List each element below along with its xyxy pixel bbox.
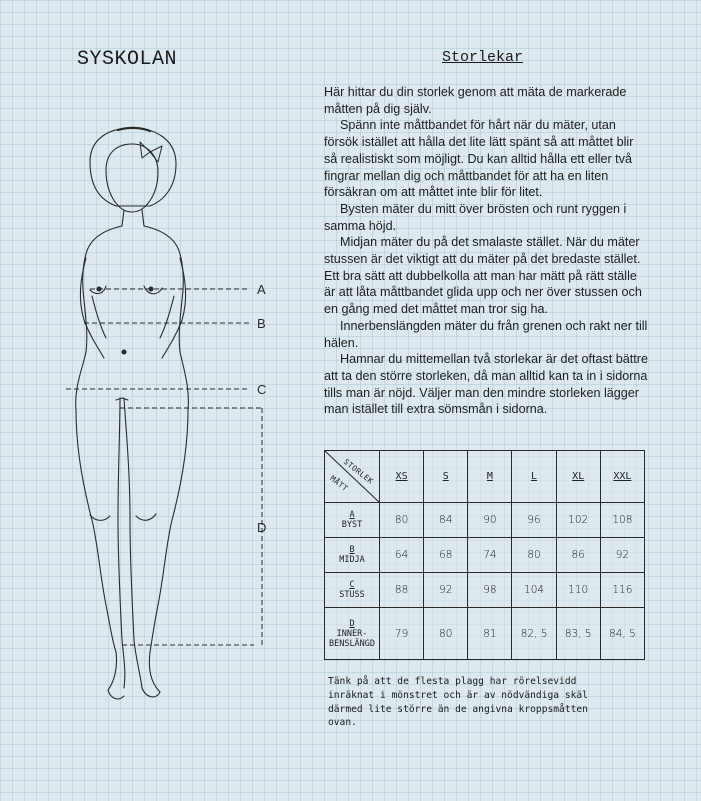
row-header — [325, 573, 380, 608]
face-outline — [106, 144, 158, 212]
measure-label-b: B — [257, 316, 266, 331]
table-cell: 90 — [468, 503, 512, 538]
leg-right — [149, 410, 188, 692]
intro-text — [324, 84, 649, 418]
row-name: BYST — [341, 520, 363, 531]
table-cell: 84, 5 — [600, 608, 644, 660]
head-outline — [90, 128, 176, 206]
table-row — [325, 608, 645, 660]
row-letter: D — [349, 618, 355, 629]
size-header: XXL — [600, 451, 644, 503]
table-row — [325, 573, 645, 608]
size-header: XS — [380, 451, 424, 503]
intro-paragraph: Bysten mäter du mitt över brösten och runt ryggen i samma höjd. — [324, 201, 627, 233]
corner-label-measure: MÅTT — [328, 473, 350, 494]
torso-right — [144, 226, 188, 410]
measure-label-a: A — [257, 282, 266, 297]
row-name: INNER- BENSLÄNGD — [328, 628, 376, 649]
table-cell: 84 — [424, 503, 468, 538]
table-cell: 81 — [468, 608, 512, 660]
table-row — [325, 503, 645, 538]
size-header: L — [512, 451, 556, 503]
brand-logo-text: SYSKOLAN — [77, 48, 178, 71]
row-name: STUSS — [339, 590, 365, 601]
intro-paragraph: Midjan mäter du på det smalaste stället. När du mäter stussen är det viktigt att du mäter på det bredaste stället. Ett bra sätt att dubbelkolla att man har mätt på rätt ställe är att låta måttbandet glida upp och ner över stussen och en gång med det måttet man tror sig ha. — [324, 235, 642, 317]
table-cell: 92 — [600, 538, 644, 573]
size-header: M — [468, 451, 512, 503]
table-cell: 88 — [380, 573, 424, 608]
table-cell: 74 — [468, 538, 512, 573]
row-letter: A — [349, 510, 355, 521]
page-title: Storlekar — [442, 49, 524, 66]
body-figure-illustration — [0, 100, 320, 720]
row-name: MIDJA — [339, 555, 365, 566]
intro-paragraph: Innerbenslängden mäter du från grenen och rakt ner till hälen. — [324, 318, 648, 350]
size-header: S — [424, 451, 468, 503]
table-cell: 108 — [600, 503, 644, 538]
table-cell: 64 — [380, 538, 424, 573]
intro-paragraph: Hamnar du mittemellan två storlekar är det oftast bättre att ta den större storleken, då man alltid kan ta in i sidorna tills man är nöjd. Väljer man den mindre storleken lägger man istället till extra sömsmån i sidorna. — [324, 352, 648, 417]
table-cell: 92 — [424, 573, 468, 608]
hair-bow-icon — [140, 142, 162, 162]
size-header: XL — [556, 451, 600, 503]
table-cell: 110 — [556, 573, 600, 608]
row-header — [325, 503, 380, 538]
table-cell: 96 — [512, 503, 556, 538]
torso-left — [76, 226, 122, 410]
corner-label-size: STORLEK — [341, 457, 376, 486]
table-cell: 80 — [512, 538, 556, 573]
table-row — [325, 538, 645, 573]
table-cell: 83, 5 — [556, 608, 600, 660]
table-cell: 82, 5 — [512, 608, 556, 660]
table-cell: 104 — [512, 573, 556, 608]
table-cell: 79 — [380, 608, 424, 660]
table-cell: 116 — [600, 573, 644, 608]
table-cell: 68 — [424, 538, 468, 573]
intro-paragraph: Här hittar du din storlek genom att mäta de markerade måtten på dig själv. — [324, 85, 627, 116]
footnote: Tänk på att de flesta plagg har rörelsevidd inräknat i mönstret och är av nödvändiga skäl därmed lite större än de angivna kroppsmåtten ovan. — [328, 676, 588, 729]
measure-label-c: C — [257, 382, 267, 397]
measure-label-d: D — [257, 520, 267, 535]
leg-left — [76, 410, 117, 690]
row-header — [325, 608, 380, 660]
row-header — [325, 538, 380, 573]
table-cell: 102 — [556, 503, 600, 538]
table-cell: 86 — [556, 538, 600, 573]
size-table — [324, 450, 645, 660]
table-corner-cell — [325, 451, 380, 503]
row-letter: C — [349, 580, 355, 591]
table-cell: 98 — [468, 573, 512, 608]
row-letter: B — [349, 545, 355, 556]
table-cell: 80 — [380, 503, 424, 538]
intro-paragraph: Spänn inte måttbandet för hårt när du mäter, utan försök istället att hålla det lite lätt spänt så att måttet blir så realistiskt som möjligt. Du kan alltid hålla ett eller två fingrar mellan dig och måttbandet för att ha en liten försäkran om att måttet inte blir för litet. — [324, 118, 634, 200]
table-cell: 80 — [424, 608, 468, 660]
